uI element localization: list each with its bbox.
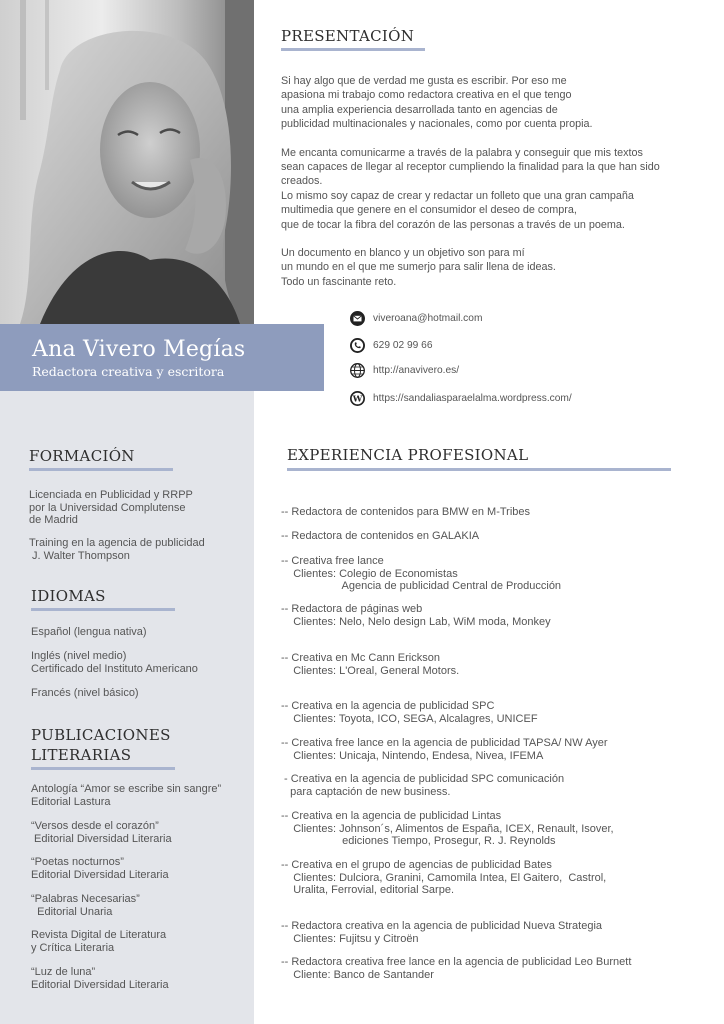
presentation-body (281, 74, 701, 303)
presentation-rule (281, 48, 425, 51)
formacion-item: Licenciada en Publicidad y RRPP por la Universidad Complutense de Madrid (29, 489, 193, 526)
envelope-icon (350, 311, 365, 326)
publicaciones-title (31, 725, 171, 765)
idiomas-title: IDIOMAS (31, 587, 106, 605)
experiencia-item: -- Creativa en la agencia de publicidad Lintas Clientes: Johnson´s, Alimentos de España, ICEX, Renault, Isover, ediciones Tiempo, Prosegur, R. J. Reynolds (281, 810, 614, 847)
full-name: Ana Vivero Megías (32, 337, 246, 362)
experiencia-rule (287, 468, 671, 471)
wordpress-icon (350, 391, 365, 406)
phone-icon (350, 338, 365, 353)
experiencia-item: -- Creativa en la agencia de publicidad SPC Clientes: Toyota, ICO, SEGA, Alcalagres, UNICEF (281, 700, 538, 725)
experiencia-item: -- Redactora creativa free lance en la agencia de publicidad Leo Burnett Cliente: Banco de Santander (281, 956, 632, 981)
website-link[interactable]: http://anavivero.es/ (373, 365, 460, 376)
svg-text:W: W (352, 394, 363, 405)
email-text: viveroana@hotmail.com (373, 313, 483, 324)
publicacion-item: “Luz de luna” Editorial Diversidad Literaria (31, 966, 169, 991)
contact-blog[interactable] (350, 391, 572, 406)
presentation-paragraph: Me encanta comunicarme a través de la palabra y conseguir que mis textos sean capaces de llegar al receptor cumpliendo la finalidad para la que han sido creados. Lo mismo soy capaz de crear y redactar un folleto que una gran campaña multimedia que genere en el consumidor el deseo de compra, que de tocar la fibra del corazón de las personas a través de un poema. (281, 146, 660, 231)
blog-link[interactable]: https://sandaliasparaelalma.wordpress.com/ (373, 393, 572, 404)
profile-photo (0, 0, 254, 324)
experiencia-item: - Creativa en la agencia de publicidad SPC comunicación para captación de new business. (284, 773, 565, 798)
contact-phone[interactable] (350, 338, 432, 353)
publicacion-item: Antología “Amor se escribe sin sangre” Editorial Lastura (31, 783, 222, 808)
publicacion-item: “Poetas nocturnos” Editorial Diversidad Literaria (31, 856, 169, 881)
experiencia-item: -- Creativa free lance en la agencia de publicidad TAPSA/ NW Ayer Clientes: Unicaja, Nintendo, Endesa, Nivea, IFEMA (281, 737, 608, 762)
formacion-title: FORMACIÓN (29, 447, 135, 465)
idiomas-rule (31, 608, 175, 611)
idioma-item: Español (lengua nativa) (31, 626, 147, 638)
experiencia-item: -- Creativa free lance Clientes: Colegio de Economistas Agencia de publicidad Central de Producción (281, 555, 562, 592)
presentation-paragraph: Si hay algo que de verdad me gusta es escribir. Por eso me apasiona mi trabajo como redactora creativa en el que tengo una amplia experiencia desarrollada tanto en agencias de publicidad multinacionales y nacionales, como por cuenta propia. (281, 75, 593, 131)
job-title: Redactora creativa y escritora (32, 364, 225, 379)
experiencia-item: -- Redactora de contenidos en GALAKIA (281, 530, 480, 542)
publicaciones-rule (31, 767, 175, 770)
presentation-paragraph: Un documento en blanco y un objetivo son para mí un mundo en el que me sumerjo para salir llena de ideas. Todo un fascinante reto. (281, 247, 556, 288)
publicacion-item: “Palabras Necesarias” Editorial Unaria (31, 893, 140, 918)
experiencia-item: -- Creativa en el grupo de agencias de publicidad Bates Clientes: Dulciora, Granini, Camomila Intea, El Gaitero, Castrol, Uralita, Ferrovial, editorial Sarpe. (281, 859, 607, 896)
experiencia-item: -- Redactora de contenidos para BMW en M-Tribes (281, 506, 531, 518)
formacion-item: Training en la agencia de publicidad J. Walter Thompson (29, 537, 205, 562)
formacion-rule (29, 468, 173, 471)
publicaciones-title-line: PUBLICACIONES (31, 726, 171, 744)
name-banner (0, 324, 324, 391)
publicacion-item: Revista Digital de Literatura y Crítica Literaria (31, 929, 167, 954)
contact-email[interactable] (350, 311, 482, 326)
idioma-item: Francés (nivel básico) (31, 687, 139, 699)
experiencia-item: -- Creativa en Mc Cann Erickson Clientes: L'Oreal, General Motors. (281, 652, 460, 677)
experiencia-item: -- Redactora creativa en la agencia de publicidad Nueva Strategia Clientes: Fujitsu y Citroën (281, 920, 603, 945)
phone-text: 629 02 99 66 (373, 340, 433, 351)
publicaciones-title-line: LITERARIAS (31, 746, 132, 764)
publicacion-item: “Versos desde el corazón” Editorial Diversidad Literaria (31, 820, 172, 845)
idioma-item: Inglés (nivel medio) Certificado del Instituto Americano (31, 650, 198, 675)
presentation-title: PRESENTACIÓN (281, 27, 415, 45)
experiencia-item: -- Redactora de páginas web Clientes: Nelo, Nelo design Lab, WiM moda, Monkey (281, 603, 551, 628)
globe-icon (350, 363, 365, 378)
experiencia-title: EXPERIENCIA PROFESIONAL (287, 446, 529, 464)
contact-website[interactable] (350, 363, 459, 378)
